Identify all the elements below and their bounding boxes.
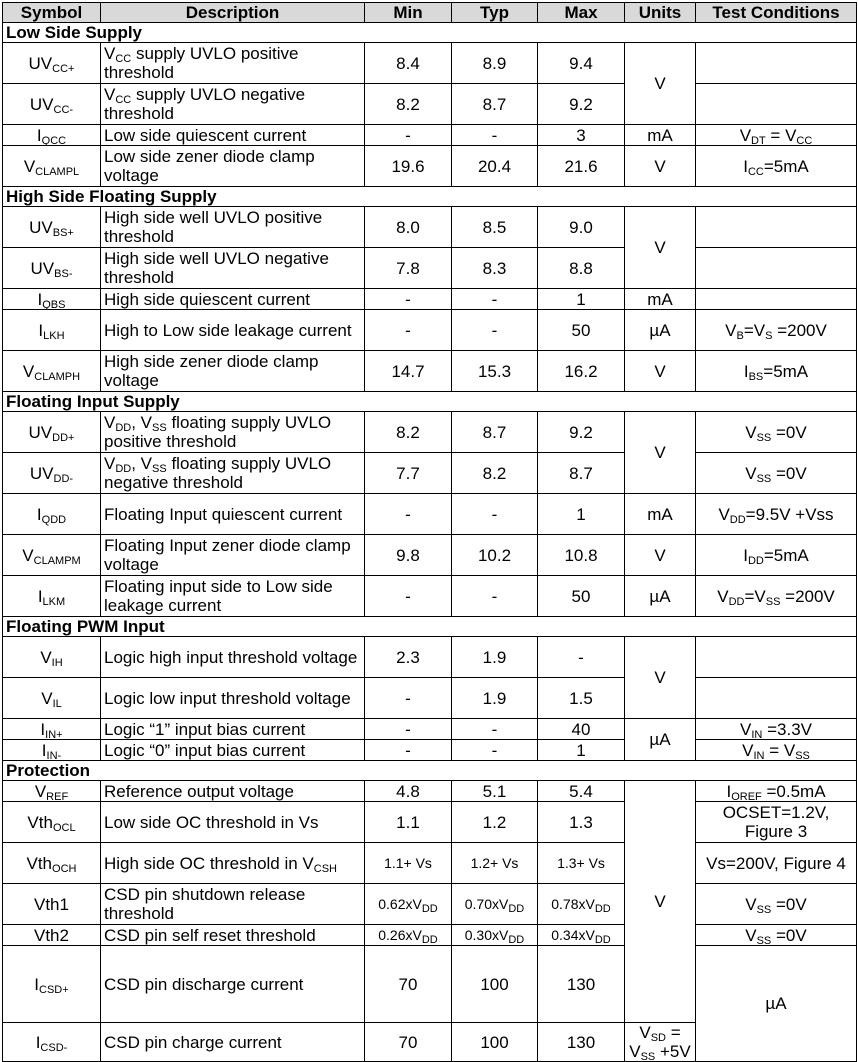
test-conditions-cell: Vs=200V, Figure 4 xyxy=(696,843,857,884)
section-header-row xyxy=(3,23,857,43)
section-title: High Side Floating Supply xyxy=(3,187,857,207)
typ-cell: - xyxy=(452,740,538,761)
typ-cell: - xyxy=(452,125,538,146)
min-cell: 19.6 xyxy=(365,146,452,187)
max-cell: 1 xyxy=(538,740,625,761)
min-cell: - xyxy=(365,494,452,535)
test-conditions-cell xyxy=(696,84,857,125)
description-cell: Floating Input zener diode clamp voltage xyxy=(101,535,365,576)
header-row xyxy=(3,3,857,23)
min-cell: 8.2 xyxy=(365,412,452,453)
test-conditions-cell: $I_{BS}=5mA$ xyxy=(696,351,857,392)
table-row xyxy=(3,925,857,946)
description-cell: CSD pin discharge current xyxy=(101,946,365,1023)
typ-cell: - xyxy=(452,310,538,351)
symbol-cell: $V_{IL}$ xyxy=(3,678,101,719)
units-cell: mA xyxy=(625,289,696,310)
test-conditions-cell: $I_{OREF} =0.5mA$ xyxy=(696,781,857,802)
max-cell: $0.78xV_{DD}$ xyxy=(538,884,625,925)
max-cell: 130 xyxy=(538,1023,625,1062)
description-cell: Reference output voltage xyxy=(101,781,365,802)
max-cell: 9.0 xyxy=(538,207,625,248)
test-conditions-cell xyxy=(696,207,857,248)
symbol-cell: Vth$_{OCL}$ xyxy=(3,802,101,843)
description-cell: Floating input side to Low side leakage current xyxy=(101,576,365,617)
min-cell: - xyxy=(365,125,452,146)
section-title: Protection xyxy=(3,761,857,781)
table-row xyxy=(3,719,857,740)
min-cell: 9.8 xyxy=(365,535,452,576)
table-row xyxy=(3,412,857,453)
table-row xyxy=(3,678,857,719)
header-description: Description xyxy=(101,3,365,23)
typ-cell: 8.7 xyxy=(452,84,538,125)
test-conditions-cell: $V_{IN} = V_{SS}$ xyxy=(696,740,857,761)
header-max: Max xyxy=(538,3,625,23)
table-row xyxy=(3,125,857,146)
description-cell: Logic low input threshold voltage xyxy=(101,678,365,719)
description-cell: High side zener diode clamp voltage xyxy=(101,351,365,392)
table-row xyxy=(3,453,857,494)
section-title: Floating Input Supply xyxy=(3,392,857,412)
typ-cell: 20.4 xyxy=(452,146,538,187)
max-cell: $0.34xV_{DD}$ xyxy=(538,925,625,946)
table-row xyxy=(3,43,857,84)
table-row xyxy=(3,248,857,289)
test-conditions-cell: $V_{DT} = V_{CC}$ xyxy=(696,125,857,146)
test-conditions-cell xyxy=(696,43,857,84)
description-cell: High to Low side leakage current xyxy=(101,310,365,351)
section-title: Low Side Supply xyxy=(3,23,857,43)
min-cell: 7.7 xyxy=(365,453,452,494)
symbol-cell: $V_{CLAMPH}$ xyxy=(3,351,101,392)
symbol-cell: $UV_{CC+}$ xyxy=(3,43,101,84)
description-cell: High side OC threshold in $V_{CSH}$ xyxy=(101,843,365,884)
max-cell: 8.7 xyxy=(538,453,625,494)
max-cell: 3 xyxy=(538,125,625,146)
test-conditions-cell: $V_B=V_S =200V$ xyxy=(696,310,857,351)
test-conditions-cell: $V_{SS} =0V$ xyxy=(696,412,857,453)
min-cell: $0.26xV_{DD}$ xyxy=(365,925,452,946)
min-cell: 8.4 xyxy=(365,43,452,84)
min-cell: - xyxy=(365,289,452,310)
test-conditions-cell: $I_{DD}=5mA$ xyxy=(696,535,857,576)
typ-cell: 1.2+ Vs xyxy=(452,843,538,884)
description-cell: High side well UVLO negative threshold xyxy=(101,248,365,289)
header-test-conditions: Test Conditions xyxy=(696,3,857,23)
test-conditions-cell xyxy=(696,248,857,289)
units-cell: V xyxy=(625,637,696,719)
symbol-cell: $I_{IN+}$ xyxy=(3,719,101,740)
test-conditions-cell: $V_{SD} = V_{SS} +5V$ xyxy=(625,1023,696,1062)
table-row xyxy=(3,576,857,617)
max-cell: 50 xyxy=(538,576,625,617)
typ-cell: 15.3 xyxy=(452,351,538,392)
table-row xyxy=(3,535,857,576)
table-row xyxy=(3,207,857,248)
table-row xyxy=(3,84,857,125)
test-conditions-cell xyxy=(696,678,857,719)
table-row xyxy=(3,637,857,678)
description-cell: High side quiescent current xyxy=(101,289,365,310)
table-row xyxy=(3,946,857,1023)
max-cell: 1.3+ Vs xyxy=(538,843,625,884)
description-cell: Low side zener diode clamp voltage xyxy=(101,146,365,187)
typ-cell: 100 xyxy=(452,946,538,1023)
min-cell: - xyxy=(365,678,452,719)
symbol-cell: Vth2 xyxy=(3,925,101,946)
symbol-cell: $I_{QBS}$ xyxy=(3,289,101,310)
typ-cell: 1.9 xyxy=(452,678,538,719)
header-min: Min xyxy=(365,3,452,23)
typ-cell: - xyxy=(452,719,538,740)
min-cell: 1.1+ Vs xyxy=(365,843,452,884)
section-header-row xyxy=(3,761,857,781)
min-cell: 1.1 xyxy=(365,802,452,843)
test-conditions-cell: OCSET=1.2V, Figure 3 xyxy=(696,802,857,843)
symbol-cell: $UV_{DD+}$ xyxy=(3,412,101,453)
min-cell: - xyxy=(365,576,452,617)
symbol-cell: $I_{LKM}$ xyxy=(3,576,101,617)
max-cell: 9.4 xyxy=(538,43,625,84)
symbol-cell: Vth$_{OCH}$ xyxy=(3,843,101,884)
header-units: Units xyxy=(625,3,696,23)
max-cell: 130 xyxy=(538,946,625,1023)
symbol-cell: $UV_{BS-}$ xyxy=(3,248,101,289)
table-row xyxy=(3,843,857,884)
units-cell: µA xyxy=(625,310,696,351)
symbol-cell: $I_{CSD-}$ xyxy=(3,1023,101,1062)
spec-body xyxy=(3,23,857,1062)
typ-cell: - xyxy=(452,289,538,310)
table-row xyxy=(3,740,857,761)
table-row xyxy=(3,310,857,351)
max-cell: 21.6 xyxy=(538,146,625,187)
description-cell: $V_{DD}$, $V_{SS}$ floating supply UVLO negative threshold xyxy=(101,453,365,494)
min-cell: 8.0 xyxy=(365,207,452,248)
max-cell: 40 xyxy=(538,719,625,740)
max-cell: 9.2 xyxy=(538,412,625,453)
min-cell: 4.8 xyxy=(365,781,452,802)
min-cell: - xyxy=(365,740,452,761)
description-cell: Low side OC threshold in Vs xyxy=(101,802,365,843)
section-header-row xyxy=(3,187,857,207)
test-conditions-cell: $V_{SS} =0V$ xyxy=(696,884,857,925)
units-cell: V xyxy=(625,412,696,494)
min-cell: 7.8 xyxy=(365,248,452,289)
min-cell: 70 xyxy=(365,946,452,1023)
spec-table xyxy=(2,2,857,1062)
symbol-cell: $UV_{BS+}$ xyxy=(3,207,101,248)
typ-cell: 1.9 xyxy=(452,637,538,678)
typ-cell: 8.5 xyxy=(452,207,538,248)
units-cell: µA xyxy=(625,576,696,617)
section-header-row xyxy=(3,392,857,412)
max-cell: 1.3 xyxy=(538,802,625,843)
units-cell: V xyxy=(625,535,696,576)
typ-cell: 8.9 xyxy=(452,43,538,84)
table-row xyxy=(3,494,857,535)
typ-cell: 8.7 xyxy=(452,412,538,453)
max-cell: 5.4 xyxy=(538,781,625,802)
min-cell: 8.2 xyxy=(365,84,452,125)
symbol-cell: $V_{CLAMPM}$ xyxy=(3,535,101,576)
section-title: Floating PWM Input xyxy=(3,617,857,637)
typ-cell: 8.2 xyxy=(452,453,538,494)
table-row xyxy=(3,884,857,925)
typ-cell: $0.30xV_{DD}$ xyxy=(452,925,538,946)
description-cell: CSD pin self reset threshold xyxy=(101,925,365,946)
test-conditions-cell: $V_{SS} =0V$ xyxy=(696,453,857,494)
test-conditions-cell: $V_{DD}=9.5V +Vss$ xyxy=(696,494,857,535)
description-cell: $V_{DD}$, $V_{SS}$ floating supply UVLO positive threshold xyxy=(101,412,365,453)
min-cell: 14.7 xyxy=(365,351,452,392)
description-cell: Logic “0” input bias current xyxy=(101,740,365,761)
units-cell: mA xyxy=(625,494,696,535)
symbol-cell: $V_{IH}$ xyxy=(3,637,101,678)
symbol-cell: $I_{CSD+}$ xyxy=(3,946,101,1023)
table-row xyxy=(3,146,857,187)
symbol-cell: Vth1 xyxy=(3,884,101,925)
description-cell: Low side quiescent current xyxy=(101,125,365,146)
symbol-cell: $V_{CLAMPL}$ xyxy=(3,146,101,187)
typ-cell: - xyxy=(452,576,538,617)
min-cell: 70 xyxy=(365,1023,452,1062)
max-cell: 9.2 xyxy=(538,84,625,125)
max-cell: 1.5 xyxy=(538,678,625,719)
max-cell: 8.8 xyxy=(538,248,625,289)
symbol-cell: $V_{REF}$ xyxy=(3,781,101,802)
units-cell: mA xyxy=(625,125,696,146)
max-cell: - xyxy=(538,637,625,678)
description-cell: CSD pin charge current xyxy=(101,1023,365,1062)
units-cell: V xyxy=(625,207,696,289)
units-cell: µA xyxy=(696,946,857,1062)
description-cell: Logic high input threshold voltage xyxy=(101,637,365,678)
min-cell: - xyxy=(365,310,452,351)
max-cell: 1 xyxy=(538,494,625,535)
description-cell: $V_{CC}$ supply UVLO positive threshold xyxy=(101,43,365,84)
test-conditions-cell xyxy=(696,637,857,678)
table-row xyxy=(3,351,857,392)
units-cell: V xyxy=(625,351,696,392)
units-cell: µA xyxy=(625,719,696,761)
max-cell: 50 xyxy=(538,310,625,351)
table-row xyxy=(3,802,857,843)
typ-cell: - xyxy=(452,494,538,535)
typ-cell: 1.2 xyxy=(452,802,538,843)
symbol-cell: $I_{IN-}$ xyxy=(3,740,101,761)
symbol-cell: $I_{QDD}$ xyxy=(3,494,101,535)
description-cell: Logic “1” input bias current xyxy=(101,719,365,740)
units-cell: V xyxy=(625,781,696,1023)
typ-cell: 100 xyxy=(452,1023,538,1062)
min-cell: 2.3 xyxy=(365,637,452,678)
max-cell: 1 xyxy=(538,289,625,310)
description-cell: High side well UVLO positive threshold xyxy=(101,207,365,248)
symbol-cell: $I_{QCC}$ xyxy=(3,125,101,146)
test-conditions-cell: $V_{SS} =0V$ xyxy=(696,925,857,946)
test-conditions-cell: $V_{DD}=V_{SS} =200V$ xyxy=(696,576,857,617)
description-cell: CSD pin shutdown release threshold xyxy=(101,884,365,925)
test-conditions-cell: $I_{CC}=5mA$ xyxy=(696,146,857,187)
typ-cell: $0.70xV_{DD}$ xyxy=(452,884,538,925)
test-conditions-cell xyxy=(696,289,857,310)
table-row xyxy=(3,781,857,802)
max-cell: 10.8 xyxy=(538,535,625,576)
typ-cell: 5.1 xyxy=(452,781,538,802)
test-conditions-cell: $V_{IN} =3.3V$ xyxy=(696,719,857,740)
header-symbol: Symbol xyxy=(3,3,101,23)
table-row xyxy=(3,289,857,310)
min-cell: - xyxy=(365,719,452,740)
min-cell: $0.62xV_{DD}$ xyxy=(365,884,452,925)
description-cell: Floating Input quiescent current xyxy=(101,494,365,535)
symbol-cell: $I_{LKH}$ xyxy=(3,310,101,351)
units-cell: V xyxy=(625,43,696,125)
symbol-cell: $UV_{DD-}$ xyxy=(3,453,101,494)
typ-cell: 8.3 xyxy=(452,248,538,289)
symbol-cell: $UV_{CC-}$ xyxy=(3,84,101,125)
description-cell: $V_{CC}$ supply UVLO negative threshold xyxy=(101,84,365,125)
units-cell: V xyxy=(625,146,696,187)
typ-cell: 10.2 xyxy=(452,535,538,576)
max-cell: 16.2 xyxy=(538,351,625,392)
header-typ: Typ xyxy=(452,3,538,23)
section-header-row xyxy=(3,617,857,637)
